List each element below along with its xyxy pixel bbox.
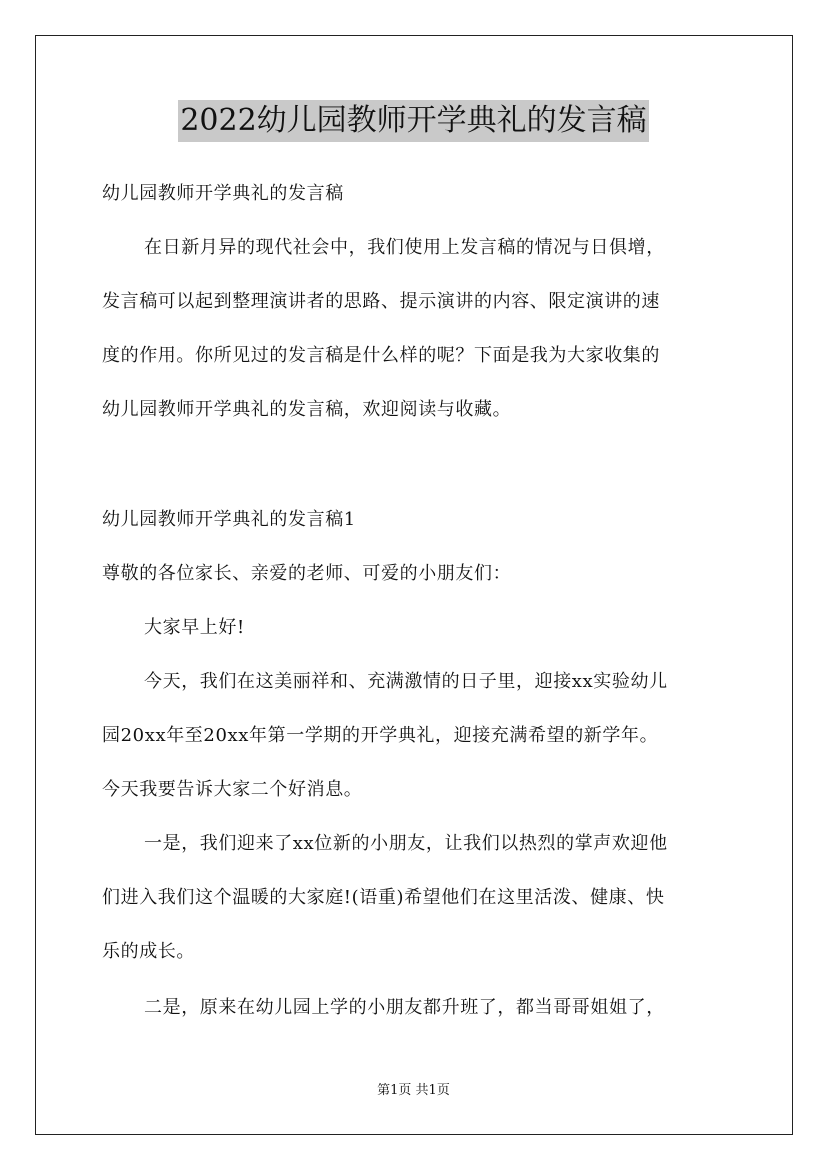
salutation: 尊敬的各位家长、亲爱的老师、可爱的小朋友们： xyxy=(102,563,512,584)
intro-line-1: 在日新月异的现代社会中，我们使用上发言稿的情况与日俱增， xyxy=(144,237,665,258)
intro-line-2: 发言稿可以起到整理演讲者的思路、提示演讲的内容、限定演讲的速 xyxy=(102,291,660,312)
para3-line-1: 二是，原来在幼儿园上学的小朋友都升班了，都当哥哥姐姐了， xyxy=(144,997,665,1018)
section-heading: 幼儿园教师开学典礼的发言稿1 xyxy=(102,509,356,530)
intro-line-4: 幼儿园教师开学典礼的发言稿，欢迎阅读与收藏。 xyxy=(102,399,512,420)
subtitle: 幼儿园教师开学典礼的发言稿 xyxy=(102,183,344,204)
page-footer: 第1页 共1页 xyxy=(377,1083,450,1098)
greeting: 大家早上好! xyxy=(144,617,245,638)
para2-line-1: 一是，我们迎来了xx位新的小朋友，让我们以热烈的掌声欢迎他 xyxy=(144,833,668,854)
para2-line-3: 乐的成长。 xyxy=(102,941,195,962)
document-title: 2022幼儿园教师开学典礼的发言稿 xyxy=(178,100,648,142)
para1-line-1: 今天，我们在这美丽祥和、充满激情的日子里，迎接xx实验幼儿 xyxy=(144,671,668,692)
para1-line-2: 园20xx年至20xx年第一学期的开学典礼，迎接充满希望的新学年。 xyxy=(102,725,659,746)
title-container xyxy=(0,100,827,142)
para2-line-2: 们进入我们这个温暖的大家庭!(语重)希望他们在这里活泼、健康、快 xyxy=(102,887,665,908)
para1-line-3: 今天我要告诉大家二个好消息。 xyxy=(102,779,363,800)
intro-line-3: 度的作用。你所见过的发言稿是什么样的呢？下面是我为大家收集的 xyxy=(102,345,660,366)
